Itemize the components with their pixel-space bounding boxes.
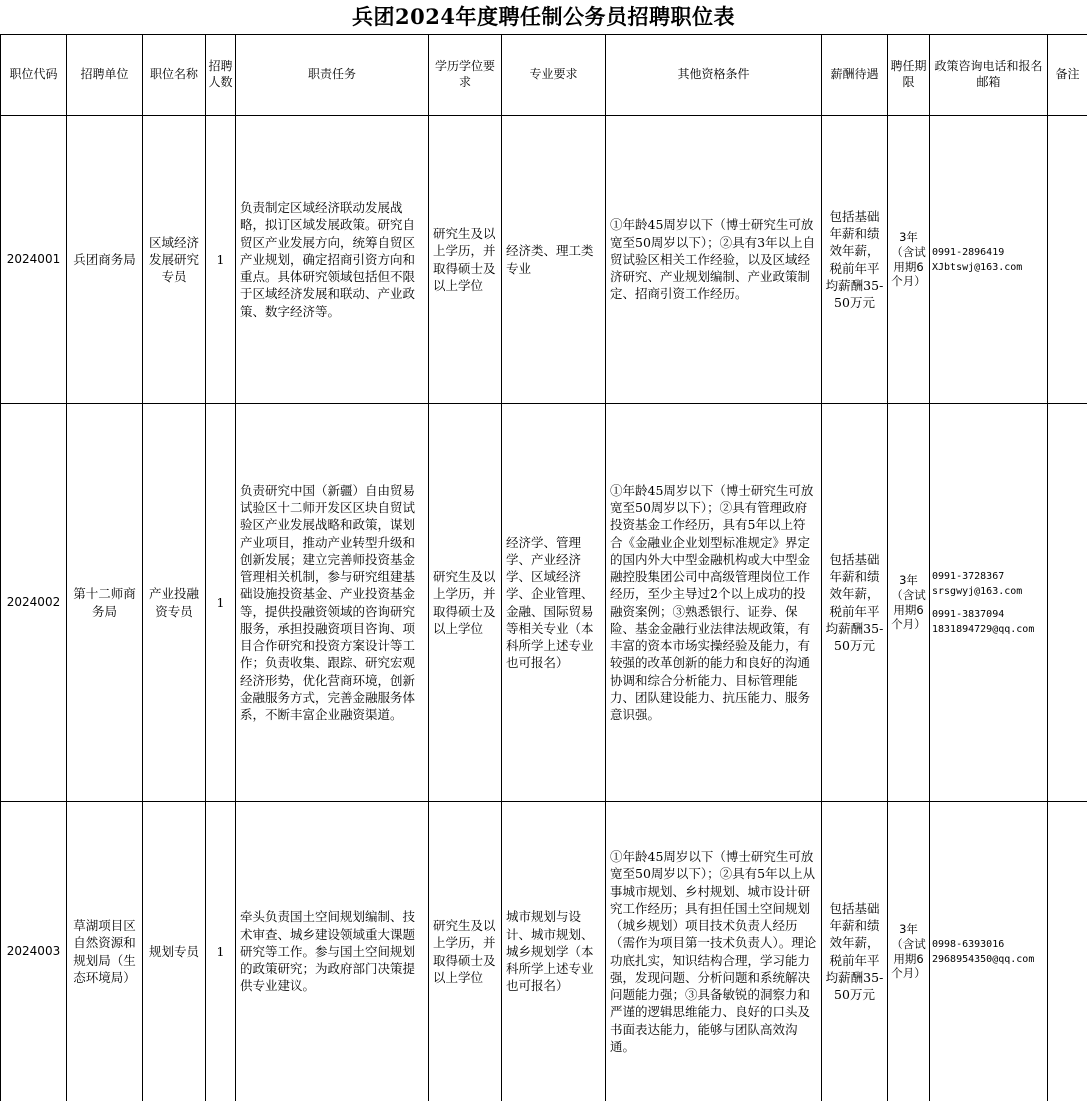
cell-contact [930, 404, 1048, 802]
cell-education: 研究生及以上学历，并取得硕士及以上学位 [429, 116, 502, 404]
cell-education: 研究生及以上学历，并取得硕士及以上学位 [429, 404, 502, 802]
cell-position: 区域经济发展研究专员 [143, 116, 206, 404]
cell-position: 规划专员 [143, 802, 206, 1101]
cell-contact [930, 802, 1048, 1101]
header-row [1, 35, 1087, 116]
cell-count: 1 [206, 116, 236, 404]
cell-education: 研究生及以上学历，并取得硕士及以上学位 [429, 802, 502, 1101]
cell-code: 2024001 [1, 116, 67, 404]
table-row [1, 802, 1087, 1101]
cell-code: 2024003 [1, 802, 67, 1101]
cell-unit: 草湖项目区自然资源和规划局（生态环境局） [67, 802, 143, 1101]
recruitment-table [0, 34, 1087, 1101]
header-position: 职位名称 [143, 35, 206, 116]
page-title: 兵团2024年度聘任制公务员招聘职位表 [352, 4, 735, 29]
contact-phone: 0991-3837094 [932, 608, 1005, 620]
cell-count: 1 [206, 404, 236, 802]
contact-spacer [932, 599, 1045, 607]
cell-unit: 第十二师商务局 [67, 404, 143, 802]
contact-phone: 0991-2896419 [932, 246, 1005, 258]
cell-term: 3年（含试用期6个月） [888, 802, 930, 1101]
contact-phone: 0998-6393016 [932, 938, 1005, 950]
cell-salary: 包括基础年薪和绩效年薪，税前年平均薪酬35-50万元 [822, 116, 888, 404]
cell-qualifications: ①年龄45周岁以下（博士研究生可放宽至50周岁以下）；②具有3年以上自贸试验区相关工作经验，以及区域经济研究、产业规划编制、产业政策制定、招商引资工作经历。 [606, 116, 822, 404]
contact-email[interactable]: 1831894729@qq.com [932, 623, 1035, 635]
cell-major: 经济类、理工类专业 [502, 116, 606, 404]
cell-position: 产业投融资专员 [143, 404, 206, 802]
header-contact: 政策咨询电话和报名邮箱 [930, 35, 1048, 116]
header-major: 专业要求 [502, 35, 606, 116]
header-code: 职位代码 [1, 35, 67, 116]
cell-unit: 兵团商务局 [67, 116, 143, 404]
contact-phone: 0991-3728367 [932, 570, 1005, 582]
header-duties: 职责任务 [236, 35, 429, 116]
contact-email[interactable]: srsgwyj@163.com [932, 585, 1023, 597]
cell-salary: 包括基础年薪和绩效年薪，税前年平均薪酬35-50万元 [822, 802, 888, 1101]
contact-email[interactable]: XJbtswj@163.com [932, 261, 1023, 273]
cell-code: 2024002 [1, 404, 67, 802]
cell-term: 3年（含试用期6个月） [888, 404, 930, 802]
header-education: 学历学位要求 [429, 35, 502, 116]
table-row [1, 116, 1087, 404]
cell-contact [930, 116, 1048, 404]
header-note: 备注 [1048, 35, 1087, 116]
contact-email[interactable]: 2968954350@qq.com [932, 953, 1035, 965]
cell-term: 3年（含试用期6个月） [888, 116, 930, 404]
header-unit: 招聘单位 [67, 35, 143, 116]
cell-duties: 负责制定区域经济联动发展战略，拟订区域发展政策。研究自贸区产业发展方向，统筹自贸区产业规划，确定招商引资方向和重点。具体研究领域包括但不限于区域经济发展和联动、产业政策、数字经济等。 [236, 116, 429, 404]
header-term: 聘任期限 [888, 35, 930, 116]
cell-note [1048, 802, 1087, 1101]
cell-qualifications: ①年龄45周岁以下（博士研究生可放宽至50周岁以下）；②具有管理政府投资基金工作经历，具有5年以上符合《金融业企业划型标准规定》界定的国内外大中型金融机构或大中型金融控股集团公司中高级管理岗位工作经历，至少主导过2个以上成功的投融资案例；③熟悉银行、证券、保险、基金金融行业法律法规政策，有丰富的资本市场实操经验及能力，有较强的改革创新的能力和良好的沟通协调和综合分析能力、目标管理能力、团队建设能力、抗压能力、服务意识强。 [606, 404, 822, 802]
cell-count: 1 [206, 802, 236, 1101]
header-qualifications: 其他资格条件 [606, 35, 822, 116]
cell-note [1048, 116, 1087, 404]
cell-duties: 负责研究中国（新疆）自由贸易试验区十二师开发区区块自贸试验区产业发展战略和政策，谋划产业项目，推动产业转型升级和创新发展；建立完善师投资基金管理相关机制，参与研究组建基础设施投资基金、产业投资基金等，提供投融资领域的咨询研究服务，承担投融资项目咨询、项目合作研究和投资方案设计等工作；负责收集、跟踪、研究宏观经济形势，优化营商环境，创新金融服务方式，完善金融服务体系，不断丰富企业融资渠道。 [236, 404, 429, 802]
cell-note [1048, 404, 1087, 802]
header-count: 招聘人数 [206, 35, 236, 116]
cell-major: 经济学、管理学、产业经济学、区域经济学、企业管理、金融、国际贸易等相关专业（本科所学上述专业也可报名） [502, 404, 606, 802]
cell-duties: 牵头负责国土空间规划编制、技术审查、城乡建设领域重大课题研究等工作。参与国土空间规划的政策研究；为政府部门决策提供专业建议。 [236, 802, 429, 1101]
header-salary: 薪酬待遇 [822, 35, 888, 116]
cell-salary: 包括基础年薪和绩效年薪，税前年平均薪酬35-50万元 [822, 404, 888, 802]
cell-major: 城市规划与设计、城市规划、城乡规划学（本科所学上述专业也可报名） [502, 802, 606, 1101]
cell-qualifications: ①年龄45周岁以下（博士研究生可放宽至50周岁以下）；②具有5年以上从事城市规划、乡村规划、城市设计研究工作经历；具有担任国土空间规划（城乡规划）项目技术负责人经历（需作为项目第一技术负责人）。理论功底扎实，知识结构合理，学习能力强，发现问题、分析问题和系统解决问题能力强；③具备敏锐的洞察力和严谨的逻辑思维能力、良好的口头及书面表达能力，能够与团队高效沟通。 [606, 802, 822, 1101]
table-row [1, 404, 1087, 802]
